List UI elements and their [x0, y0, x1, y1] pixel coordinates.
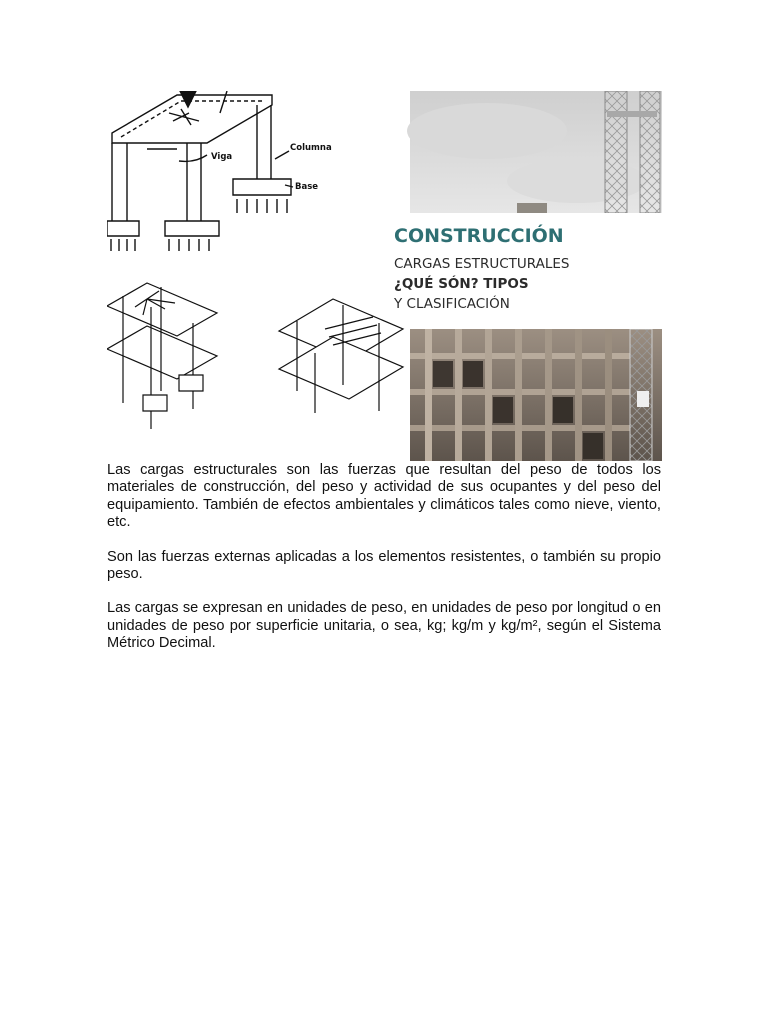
building-photo	[410, 329, 662, 461]
paragraph-1: Las cargas estructurales son las fuerzas que resultan del peso de todos los materiales de construcción, del peso y actividad de sus ocupantes y del peso del equipamiento. También de efectos ambientales y climáticos tales como nieve, viento, etc.	[107, 462, 661, 531]
overlay-line3: Y CLASIFICACIÓN	[394, 296, 510, 312]
sky-crane-photo	[407, 91, 662, 213]
overlay-category: CONSTRUCCIÓN	[394, 225, 564, 247]
hero-illustration	[107, 91, 662, 461]
label-columna: Columna	[290, 143, 332, 153]
label-base: Base	[295, 182, 319, 192]
overlay-line1: CARGAS ESTRUCTURALES	[394, 256, 570, 272]
body-text	[107, 462, 661, 670]
overlay-line2: ¿QUÉ SÓN? TIPOS	[394, 276, 529, 292]
paragraph-3: Las cargas se expresan en unidades de peso, en unidades de peso por longitud o en unidades de peso por superficie unitaria, o sea, kg; kg/m y kg/m², según el Sistema Métrico Decimal.	[107, 600, 661, 652]
paragraph-2: Son las fuerzas externas aplicadas a los elementos resistentes, o también su propio peso.	[107, 548, 661, 583]
slab-diagrams	[107, 283, 403, 429]
label-viga: Viga	[211, 152, 233, 162]
hero-image	[107, 91, 662, 461]
frame-diagram	[107, 91, 293, 251]
